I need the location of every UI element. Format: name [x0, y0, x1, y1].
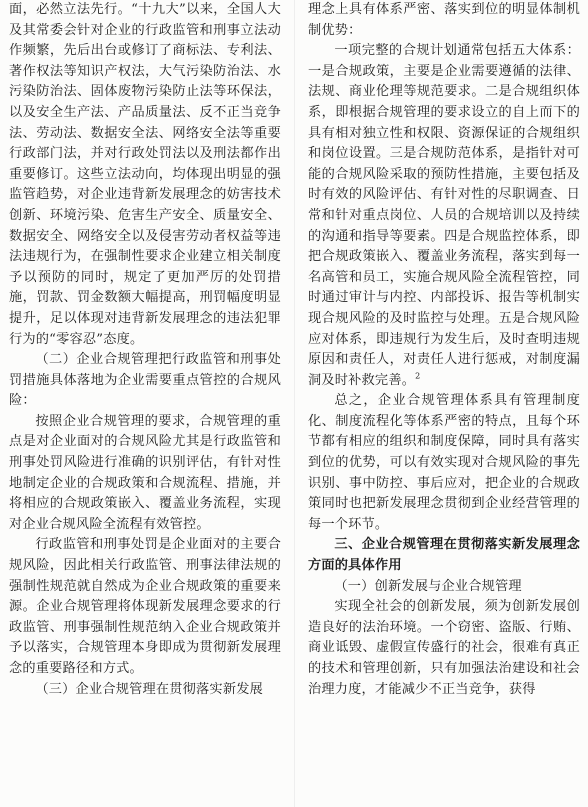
right-column	[308, 0, 580, 700]
paragraph-continuation: 理念上具有体系严密、落实到位的明显体制机制优势：	[308, 2, 580, 38]
section-heading-three: 三、企业合规管理在贯彻落实新发展理念方面的具体作用	[308, 537, 580, 574]
paragraph-innovation: 实现全社会的创新发展，须为创新发展创造良好的法治环境。一个窃密、盗版、行贿、商业诋毁、虚假宣传盛行的社会，很难有真正的技术和管理创新，只有加强法治建设和社会治理力度，才能减少不正当竞争，获得	[308, 599, 580, 697]
paragraph-summary: 总之，企业合规管理体系具有管理制度化、制度流程化等体系严密的特点，且每个环节都有相应的组织和制度保障，同时具有落实到位的优势，可以有效实现对合规风险的事先识别、事中防控、事后应对，把企业的合规政策同时也把新发展理念贯彻到企业经营管理的每一个环节。	[308, 393, 580, 532]
subheading-two: （二）企业合规管理把行政监管和刑事处罚措施具体落地为企业需要重点管控的合规风险：	[9, 352, 281, 409]
left-column	[9, 0, 281, 700]
subheading-innovation: （一）创新发展与企业合规管理	[334, 578, 522, 594]
paragraph-main-risks: 行政监管和刑事处罚是企业面对的主要合规风险，因此相关行政监管、刑事法律法规的强制性规范就自然成为企业合规政策的重要来源。企业合规管理将体现新发展理念要求的行政监管、刑事强制性规范纳入企业合规政策并予以落实，合规管理本身即成为贯彻新发展理念的重要路径和方式。	[9, 537, 281, 676]
paragraph-compliance-focus: 按照企业合规管理的要求，合规管理的重点是对企业面对的合规风险尤其是行政监管和刑事处罚风险进行准确的识别评估，有针对性地制定企业的合规政策和合规流程、措施，并将相应的合规政策嵌入、覆盖业务流程，实现对企业合规风险全流程有效管控。	[9, 413, 281, 532]
footnote-marker[interactable]: 2	[415, 371, 421, 381]
column-divider	[294, 0, 295, 807]
subheading-three: （三）企业合规管理在贯彻落实新发展	[35, 681, 263, 697]
five-systems-text: 一项完整的合规计划通常包括五大体系：一是合规政策，主要是企业需要遵循的法律、法规、商业伦理等规范要求。二是合规组织体系，即根据合规管理的要求设立的自上而下的具有相对独立性和权限、资源保证的合规组织和岗位设置。三是合规防范体系，是指针对可能的合规风险采取的预防性措施，主要包括及时有效的风险评估、有针对性的尽职调查、日常和针对重点岗位、人员的合规培训以及持续的沟通和指导等要素。四是合规监控体系，即把合规政策嵌入、覆盖业务流程，落实到每一名高管和员工，实施合规风险全流程管控，同时通过审计与内控、内部投诉、报告等机制实现合规风险的及时监控与处理。五是合规风险应对体系，即违规行为发生后，及时查明违规原因和责任人，对责任人进行惩戒，对制度漏洞及时补救完善。	[308, 43, 580, 388]
paragraph-legislation-trend: 面，必然立法先行。“十九大”以来，全国人大及其常委会针对企业的行政监管和刑事立法动作频繁，先后出台或修订了商标法、专利法、著作权法等知识产权法，大气污染防治法、水污染防治法、固体废物污染防止法等环保法，以及安全生产法、产品质量法、反不正当竞争法、劳动法、数据安全法、网络安全法等重要行政部门法，并对行政处罚法以及刑法都作出重要修订。这些立法动向，均体现出明显的强监管趋势，对企业违背新发展理念的妨害技术创新、环境污染、危害生产安全、质量安全、数据安全、网络安全以及侵害劳动者权益等违法违规行为，在强制性要求企业建立相关制度予以预防的同时，规定了更加严厉的处罚措施，罚款、罚金数额大幅提高，刑罚幅度明显提升，足以体现对违背新发展理念的违法犯罪行为的“零容忍”态度。	[9, 2, 281, 347]
paragraph-five-systems	[308, 41, 580, 391]
